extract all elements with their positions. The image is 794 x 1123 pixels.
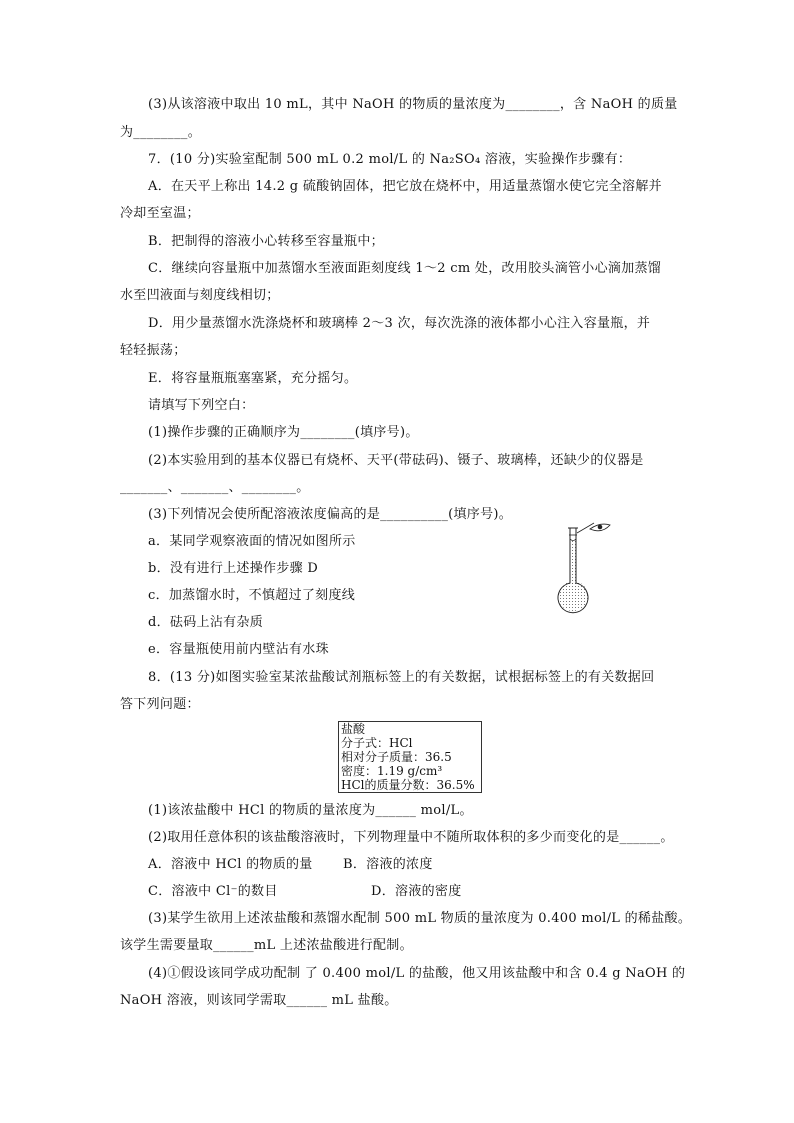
q7-sub2-line2: _______、_______、________。 (120, 480, 310, 495)
q7-option-e: e．容量瓶使用前内壁沾有水珠 (148, 642, 329, 657)
q8-option-c: C．溶液中 Cl⁻的数目 (148, 884, 278, 899)
q7-step-a-line2: 冷却至室温； (120, 206, 200, 221)
q7-sub3: (3)下列情况会使所配溶液浓度偏高的是__________(填序号)。 (148, 507, 513, 522)
hcl-reagent-label (338, 721, 482, 793)
q7-sub1: (1)操作步骤的正确顺序为________(填序号)。 (148, 425, 419, 440)
q8-sub3-line1: (3)某学生欲用上述浓盐酸和蒸馏水配制 500 mL 物质的量浓度为 0.400 mol/L 的稀盐酸。 (148, 911, 692, 926)
q8-sub4-line1: (4)①假设该同学成功配制 了 0.400 mol/L 的盐酸，他又用该盐酸中和含 0.4 g NaOH 的 (148, 966, 686, 981)
label-density: 密度：1.19 g/cm³ (341, 764, 443, 778)
q7-step-c-line2: 水至凹液面与刻度线相切； (120, 288, 280, 303)
q6-3-line1: (3)从该溶液中取出 10 mL，其中 NaOH 的物质的量浓度为________，含 NaOH 的质量 (148, 97, 678, 112)
q7-option-d: d．砝码上沾有杂质 (148, 615, 264, 630)
q8-sub2: (2)取用任意体积的该盐酸溶液时，下列物理量中不随所取体积的多少而变化的是______。 (148, 830, 674, 845)
label-formula: 分子式：HCl (341, 736, 413, 750)
q7-step-d-line2: 轻轻振荡； (120, 343, 187, 358)
label-molar-mass: 相对分子质量：36.5 (341, 750, 452, 764)
q7-step-c-line1: C．继续向容量瓶中加蒸馏水至液面距刻度线 1～2 cm 处，改用胶头滴管小心滴加蒸馏 (148, 261, 662, 276)
q7-option-a: a．某同学观察液面的情况如图所示 (148, 534, 356, 549)
q7-sub2-line1: (2)本实验用到的基本仪器已有烧杯、天平(带砝码)、镊子、玻璃棒，还缺少的仪器是 (148, 453, 644, 468)
q8-header-line1: 8．(13 分)如图实验室某浓盐酸试剂瓶标签上的有关数据，试根据标签上的有关数据回 (148, 670, 655, 685)
q8-sub1: (1)该浓盐酸中 HCl 的物质的量浓度为______ mol/L。 (148, 803, 473, 818)
q7-step-d-line1: D．用少量蒸馏水洗涤烧杯和玻璃棒 2～3 次，每次洗涤的液体都小心注入容量瓶，并 (148, 316, 651, 331)
q7-option-c: c．加蒸馏水时，不慎超过了刻度线 (148, 588, 356, 603)
q7-step-e: E．将容量瓶瓶塞塞紧，充分摇匀。 (148, 371, 358, 386)
q8-option-d: D．溶液的密度 (371, 884, 462, 899)
label-name: 盐酸 (341, 722, 366, 736)
q7-option-b: b．没有进行上述操作步骤 D (148, 561, 319, 576)
q8-header-line2: 答下列问题： (120, 697, 200, 712)
q7-step-a-line1: A．在天平上称出 14.2 g 硫酸钠固体，把它放在烧杯中，用适量蒸馏水使它完全溶解并 (148, 179, 662, 194)
q8-sub4-line2: NaOH 溶液，则该同学需取______ mL 盐酸。 (120, 993, 398, 1008)
q8-option-a: A．溶液中 HCl 的物质的量 (148, 857, 313, 872)
q8-sub3-line2: 该学生需要量取______mL 上述浓盐酸进行配制。 (120, 938, 413, 953)
volumetric-flask-figure (550, 522, 620, 614)
q6-3-line2: 为________。 (120, 125, 201, 140)
label-mass-fraction: HCl的质量分数：36.5% (341, 778, 475, 792)
q7-instruction: 请填写下列空白： (148, 398, 255, 413)
q7-header: 7．(10 分)实验室配制 500 mL 0.2 mol/L 的 Na₂SO₄ 溶液，实验操作步骤有： (148, 152, 632, 167)
q8-option-b: B．溶液的浓度 (343, 857, 433, 872)
q7-step-b: B．把制得的溶液小心转移至容量瓶中； (148, 234, 384, 249)
